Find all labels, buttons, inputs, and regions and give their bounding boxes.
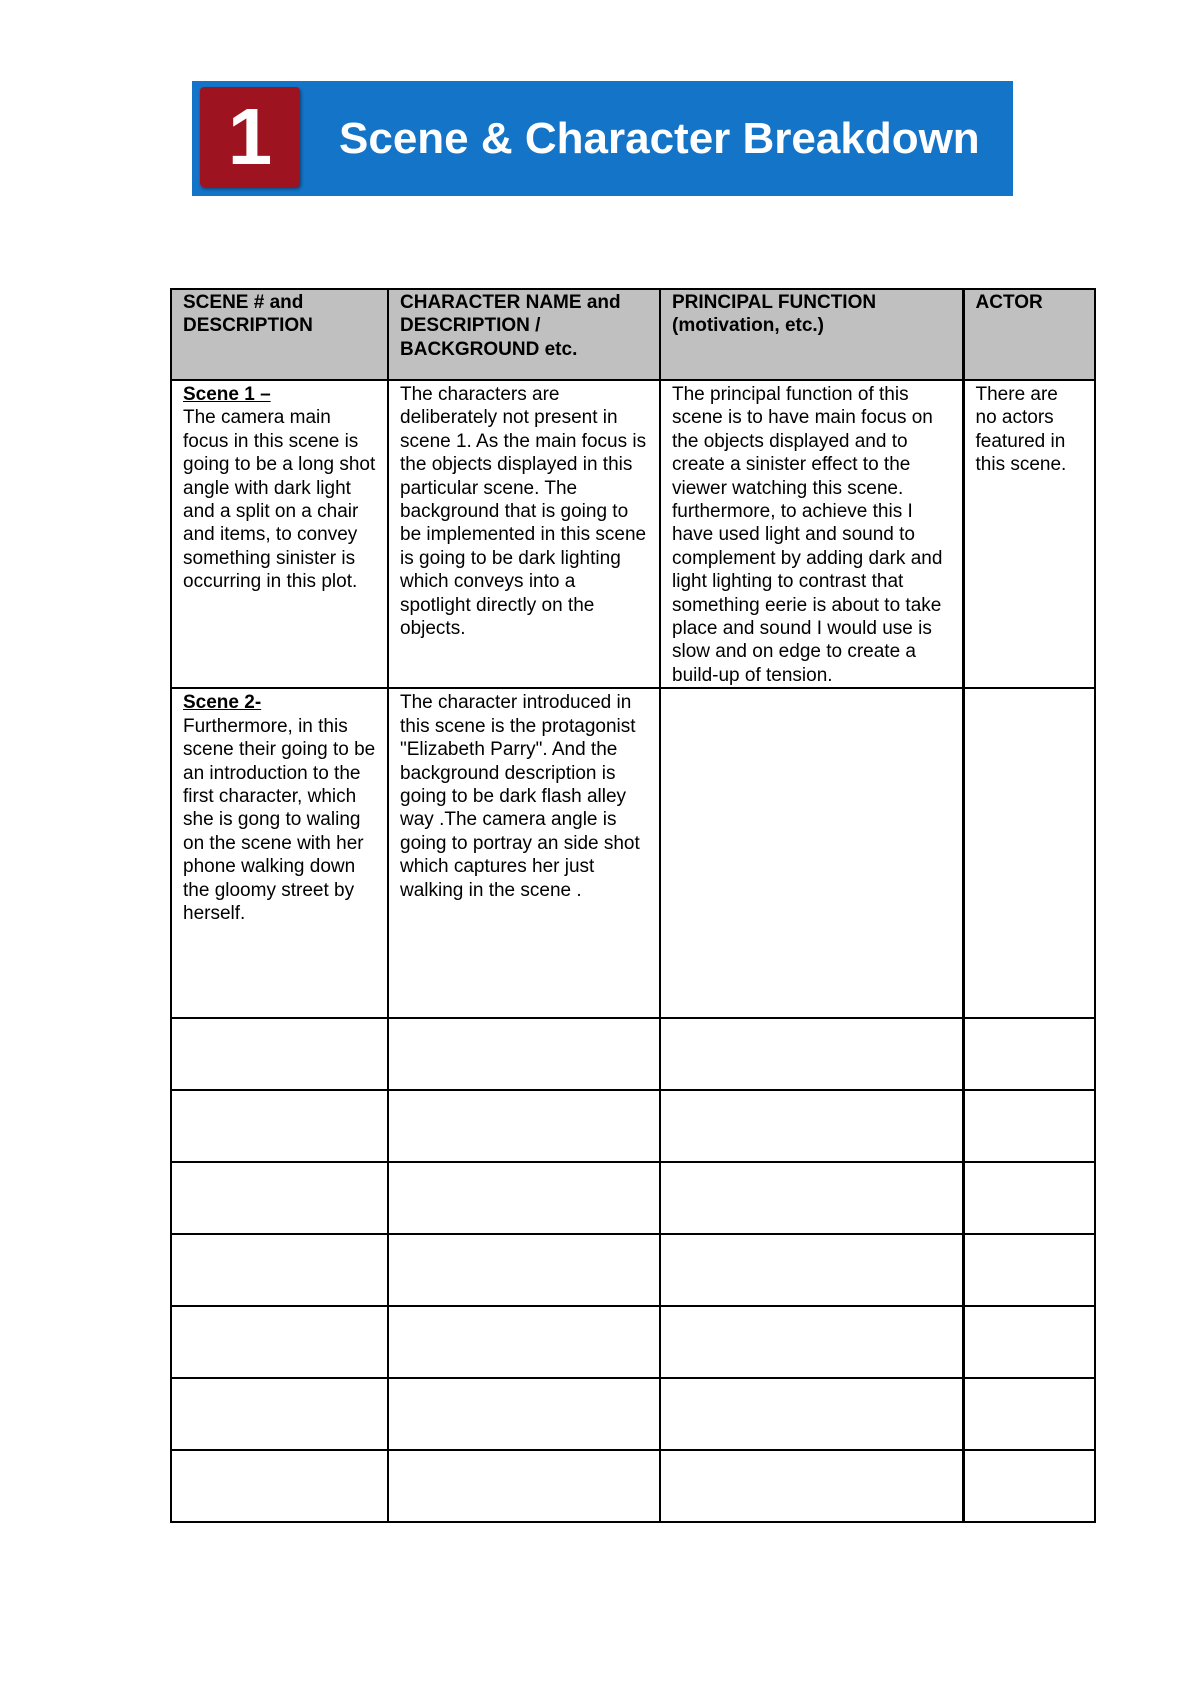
page-title: Scene & Character Breakdown <box>339 114 980 163</box>
empty-function-cell <box>660 1090 963 1162</box>
scene-description: Furthermore, in this scene their going to be an introduction to the first character, which she is gong to waling on the scene with her phone walking down the gloomy street by herself. <box>183 715 376 924</box>
empty-table-row <box>171 1306 1095 1378</box>
empty-scene-cell <box>171 1306 388 1378</box>
empty-scene-cell <box>171 1378 388 1450</box>
empty-table-row <box>171 1090 1095 1162</box>
breakdown-table <box>170 288 1096 1523</box>
empty-character-cell <box>388 1018 660 1090</box>
character-cell <box>388 380 660 688</box>
empty-function-cell <box>660 1234 963 1306</box>
actor-cell <box>963 688 1095 1018</box>
scene-label: Scene 2- <box>183 692 262 714</box>
empty-actor-cell <box>963 1162 1095 1234</box>
empty-character-cell <box>388 1090 660 1162</box>
empty-table-row <box>171 1378 1095 1450</box>
empty-actor-cell <box>963 1090 1095 1162</box>
empty-table-row <box>171 1450 1095 1522</box>
character-cell <box>388 688 660 1018</box>
empty-function-cell <box>660 1018 963 1090</box>
section-number-badge: 1 <box>200 87 300 187</box>
empty-character-cell <box>388 1162 660 1234</box>
empty-scene-cell <box>171 1450 388 1522</box>
table-row <box>171 380 1095 688</box>
principal-function: The principal function of this scene is to have main focus on the objects displayed and to create a sinister effect to the viewer watching this scene. furthermore, to achieve this I have used light and sound to complement by adding dark and light lighting to contrast that something eerie is about to take place and sound I would use is slow and on edge to create a build-up of tension. <box>672 384 943 686</box>
function-cell <box>660 688 963 1018</box>
empty-scene-cell <box>171 1018 388 1090</box>
empty-table-row <box>171 1234 1095 1306</box>
empty-scene-cell <box>171 1162 388 1234</box>
empty-scene-cell <box>171 1090 388 1162</box>
scene-cell <box>171 380 388 688</box>
empty-character-cell <box>388 1378 660 1450</box>
empty-actor-cell <box>963 1378 1095 1450</box>
empty-function-cell <box>660 1378 963 1450</box>
empty-table-row <box>171 1162 1095 1234</box>
scene-description: The camera main focus in this scene is going to be a long shot angle with dark light and a split on a chair and items, to convey something sinister is occurring in this plot. <box>183 407 376 593</box>
character-description: The character introduced in this scene is the protagonist "Elizabeth Parry". And the background description is going to be dark flash alley way .The camera angle is going to portray an side shot which captures her just walking in the scene . <box>400 692 640 901</box>
empty-actor-cell <box>963 1306 1095 1378</box>
actor-cell <box>963 380 1095 688</box>
empty-scene-cell <box>171 1234 388 1306</box>
table-header-row <box>171 289 1095 380</box>
empty-function-cell <box>660 1306 963 1378</box>
header-character: CHARACTER NAME and DESCRIPTION / BACKGROUND etc. <box>388 289 660 380</box>
header-actor: ACTOR <box>963 289 1095 380</box>
function-cell <box>660 380 963 688</box>
empty-actor-cell <box>963 1234 1095 1306</box>
character-description: The characters are deliberately not present in scene 1. As the main focus is the objects displayed in this particular scene. The background that is going to be implemented in this scene is going to be dark lighting which conveys into a spotlight directly on the objects. <box>400 384 647 640</box>
empty-function-cell <box>660 1162 963 1234</box>
scene-cell <box>171 688 388 1018</box>
empty-rows-group <box>171 1018 1095 1522</box>
table-row <box>171 688 1095 1018</box>
empty-table-row <box>171 1018 1095 1090</box>
empty-actor-cell <box>963 1450 1095 1522</box>
empty-character-cell <box>388 1450 660 1522</box>
header-scene: SCENE # and DESCRIPTION <box>171 289 388 380</box>
empty-actor-cell <box>963 1018 1095 1090</box>
actor-text: There are no actors featured in this scene. <box>975 384 1067 476</box>
header-function: PRINCIPAL FUNCTION (motivation, etc.) <box>660 289 963 380</box>
empty-character-cell <box>388 1234 660 1306</box>
title-banner <box>192 81 1013 196</box>
empty-character-cell <box>388 1306 660 1378</box>
empty-function-cell <box>660 1450 963 1522</box>
scene-label: Scene 1 – <box>183 384 271 405</box>
